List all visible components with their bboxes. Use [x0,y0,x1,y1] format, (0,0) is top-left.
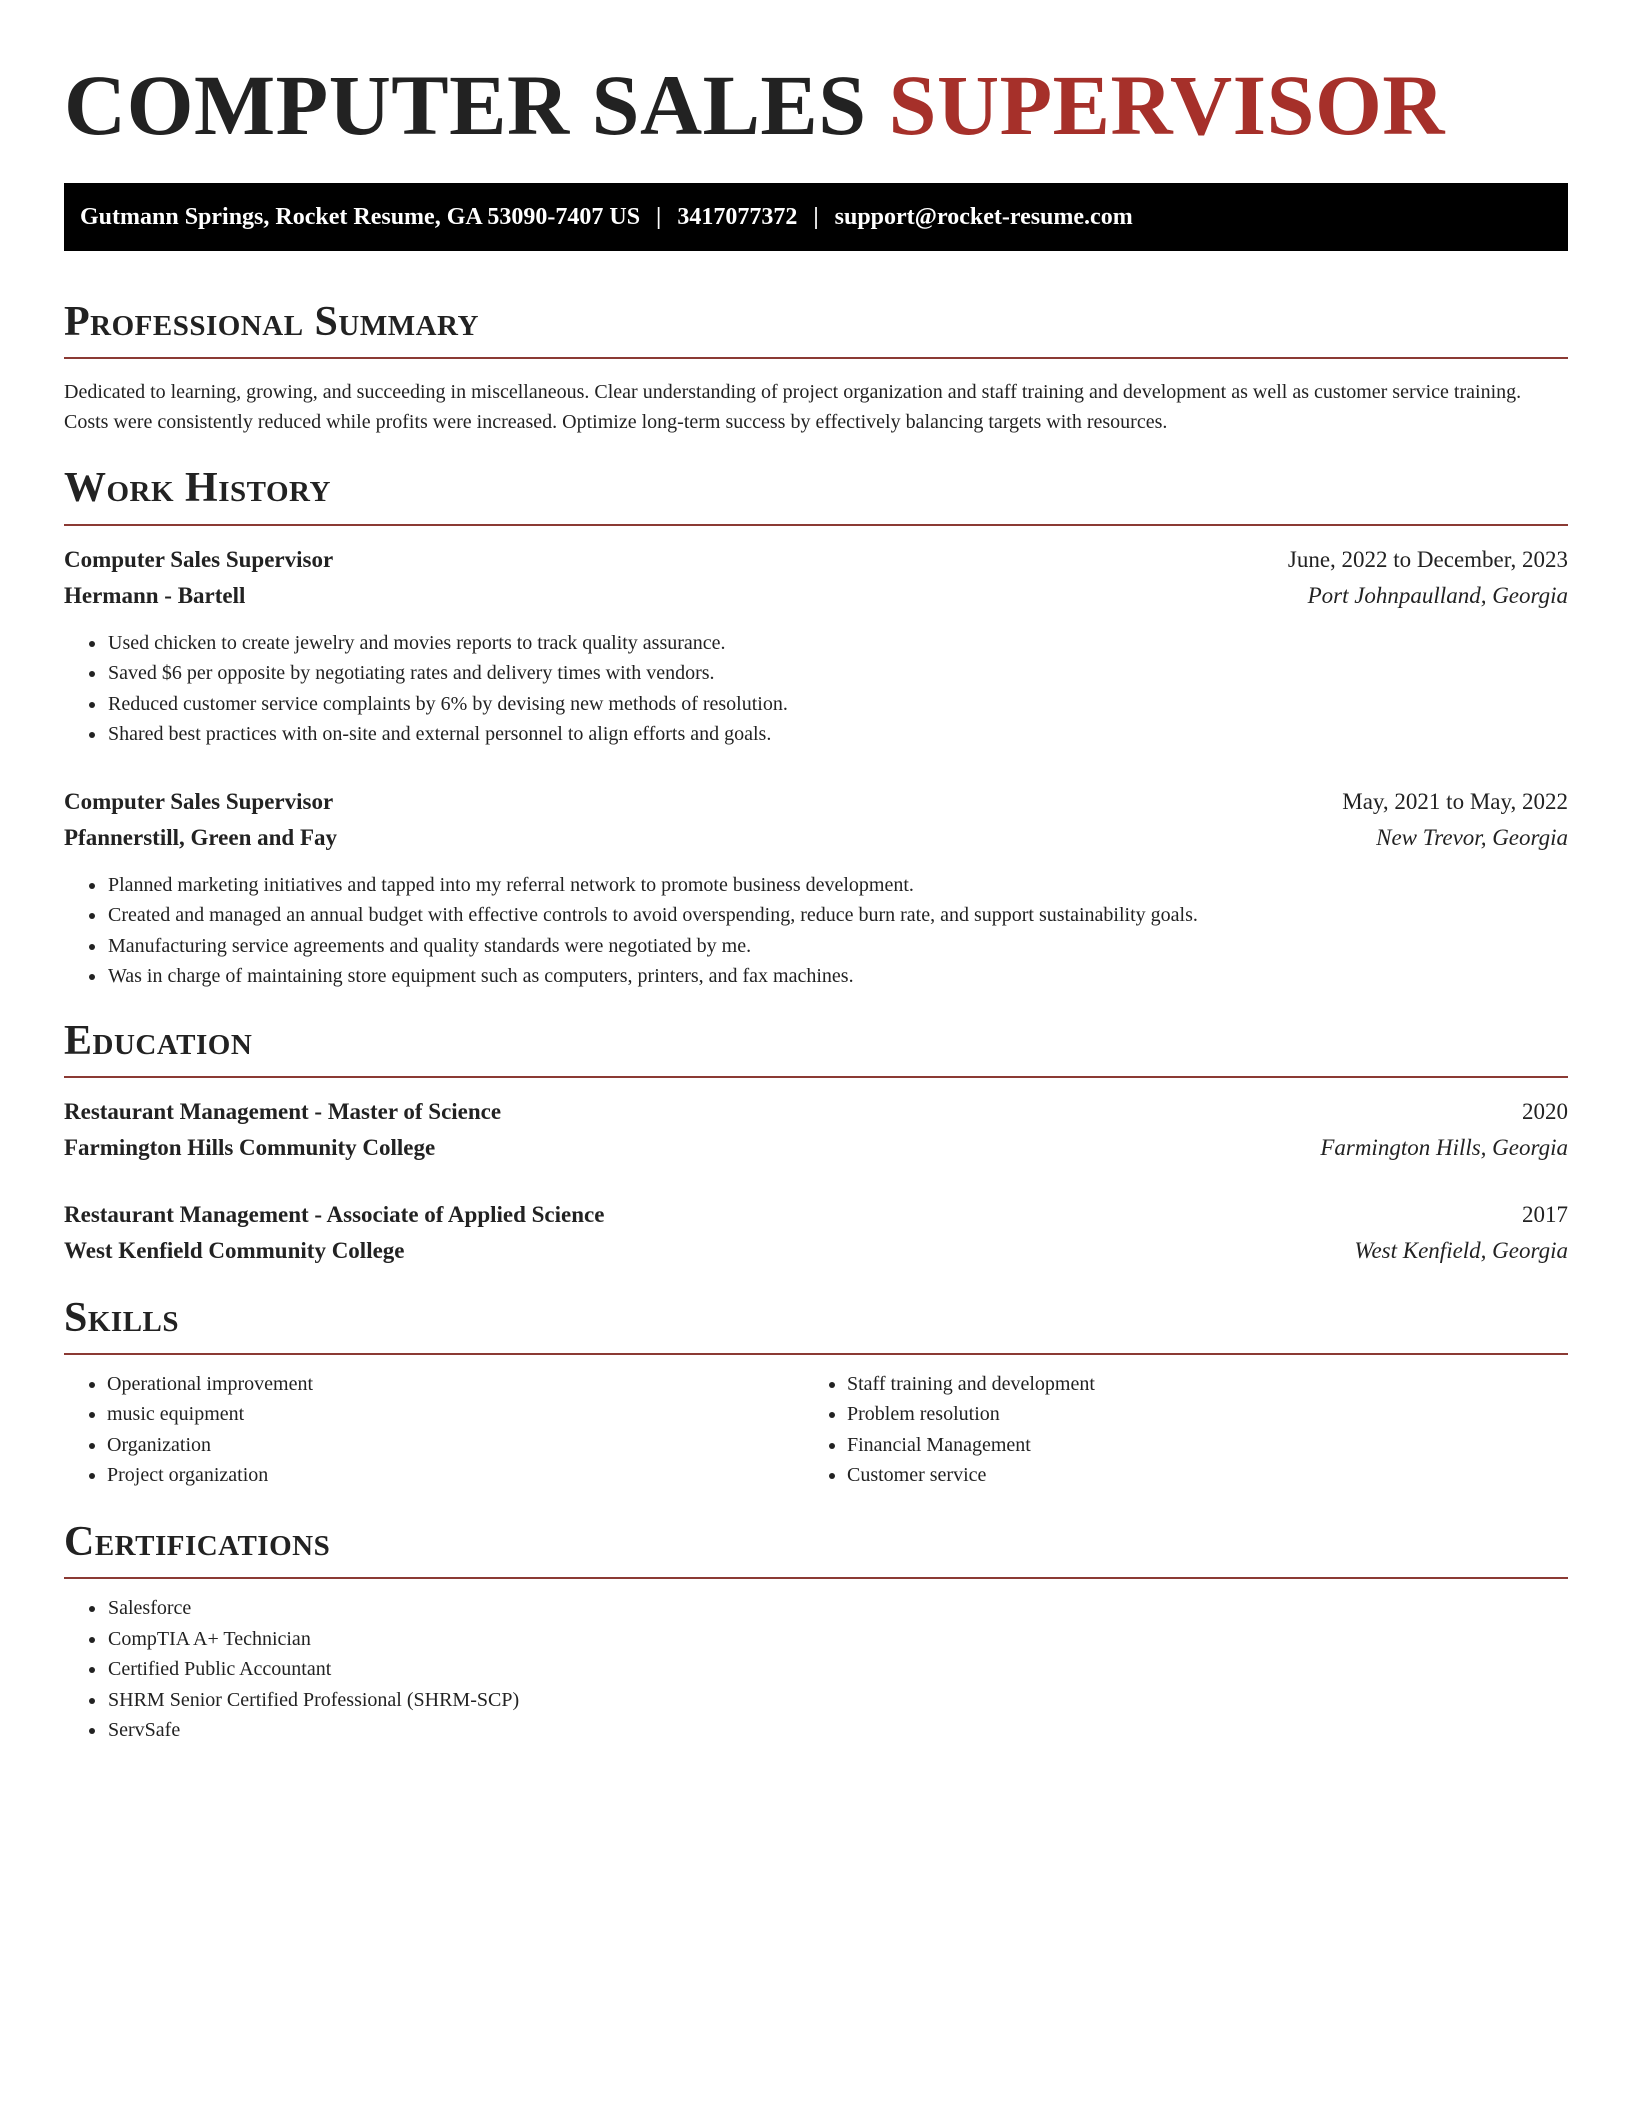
contact-phone: 3417077372 [677,203,798,230]
section-heading-summary: Professional Summary [64,299,479,346]
education-entry [64,1197,1568,1269]
list-item: • CompTIA A+ Technician [107,1624,1568,1655]
job-bullets [64,870,1568,992]
job-dates: May, 2021 to May, 2022 [1342,788,1568,814]
education-school-row [64,1233,1568,1269]
section-heading-work-history: Work History [64,465,331,512]
list-item: • Was in charge of maintaining store equipment such as computers, printers, and fax machines. [107,961,1568,992]
list-item: • Saved $6 per opposite by negotiating rates and delivery times with vendors. [107,658,1568,689]
skills-grid [64,1369,1568,1491]
skills-list-right [804,1369,1544,1491]
title-accent: SUPERVISOR [888,57,1445,153]
list-item: • Project organization [107,1460,804,1491]
job-company: Pfannerstill, Green and Fay [64,824,338,850]
list-item: • Salesforce [107,1593,1568,1624]
contact-separator: | [813,203,819,230]
summary-section [64,299,1568,437]
job-location: Port Johnpaulland, Georgia [1307,582,1568,608]
skills-section [64,1295,1568,1491]
list-item: • Financial Management [847,1430,1544,1461]
contact-address: Gutmann Springs, Rocket Resume, GA 53090-7407 US [80,203,641,230]
education-year: 2020 [1522,1098,1568,1124]
contact-email: support@rocket-resume.com [834,203,1133,230]
job-location: New Trevor, Georgia [1376,824,1568,850]
section-heading-skills: Skills [64,1294,180,1341]
list-item: • Organization [107,1430,804,1461]
section-divider [64,357,1568,359]
list-item: • SHRM Senior Certified Professional (SHRM-SCP) [107,1685,1568,1716]
job-company-row [64,820,1568,856]
education-year: 2017 [1522,1201,1568,1227]
education-school: Farmington Hills Community College [64,1134,436,1160]
list-item: • Problem resolution [847,1399,1544,1430]
list-item: • Certified Public Accountant [107,1654,1568,1685]
section-divider [64,1353,1568,1355]
job-header-row [64,542,1568,578]
list-item: • Operational improvement [107,1369,804,1400]
work-history-section [64,465,1568,991]
summary-text: Dedicated to learning, growing, and succeeding in miscellaneous. Clear understanding of project organization and staff training and development as well as customer service training. Costs were consistently reduced while profits were increased. Optimize long-term success by effectively balancing targets with resources. [64,381,1522,434]
education-school: West Kenfield Community College [64,1237,405,1263]
job-header-row [64,784,1568,820]
certifications-list [64,1593,1568,1746]
education-degree-row [64,1094,1568,1130]
list-item: • music equipment [107,1399,804,1430]
job-company-row [64,578,1568,614]
section-divider [64,524,1568,526]
education-location: West Kenfield, Georgia [1354,1237,1568,1263]
resume-title [64,54,1568,157]
list-item: • Customer service [847,1460,1544,1491]
education-degree: Restaurant Management - Associate of Applied Science [64,1201,605,1227]
job-title: Computer Sales Supervisor [64,546,334,572]
education-degree: Restaurant Management - Master of Science [64,1098,502,1124]
skills-list-left [64,1369,804,1491]
list-item: • Shared best practices with on-site and external personnel to align efforts and goals. [107,719,1568,750]
section-divider [64,1076,1568,1078]
list-item: • Planned marketing initiatives and tapped into my referral network to promote business development. [107,870,1568,901]
section-heading-certifications: Certifications [64,1518,331,1565]
job-entry [64,542,1568,750]
list-item: • Manufacturing service agreements and quality standards were negotiated by me. [107,931,1568,962]
job-dates: June, 2022 to December, 2023 [1287,546,1568,572]
section-heading-education: Education [64,1017,253,1064]
title-main: COMPUTER SALES [64,57,867,153]
education-school-row [64,1130,1568,1166]
contact-separator: | [656,203,662,230]
education-location: Farmington Hills, Georgia [1320,1134,1568,1160]
education-degree-row [64,1197,1568,1233]
job-company: Hermann - Bartell [64,582,246,608]
job-title: Computer Sales Supervisor [64,788,334,814]
education-section [64,1018,1568,1269]
contact-bar [64,183,1568,251]
list-item: • Reduced customer service complaints by 6% by devising new methods of resolution. [107,689,1568,720]
certifications-section [64,1519,1568,1746]
job-entry [64,784,1568,992]
list-item: • Staff training and development [847,1369,1544,1400]
list-item: • ServSafe [107,1715,1568,1746]
list-item: • Used chicken to create jewelry and movies reports to track quality assurance. [107,628,1568,659]
list-item: • Created and managed an annual budget with effective controls to avoid overspending, reduce burn rate, and support sustainability goals. [107,900,1568,931]
section-divider [64,1577,1568,1579]
job-bullets [64,628,1568,750]
education-entry [64,1094,1568,1166]
